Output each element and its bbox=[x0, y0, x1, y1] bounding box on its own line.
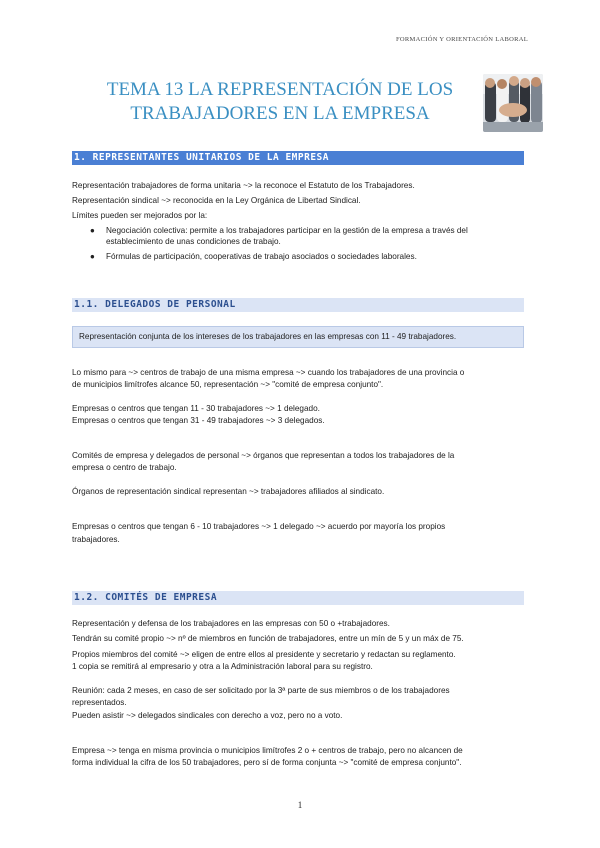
paragraph: Límites pueden ser mejorados por la: bbox=[72, 211, 208, 220]
paragraph: 1 copia se remitirá al empresario y otra a la Administración laboral para su registro. bbox=[72, 662, 373, 671]
paragraph: Empresa ~> tenga en misma provincia o municipios limítrofes 2 o + centros de trabajo, pero no alcancen de bbox=[72, 746, 463, 755]
paragraph: de municipios limítrofes alcance 50, representación ~> "comité de empresa conjunto". bbox=[72, 380, 384, 389]
paragraph: Empresas o centros que tengan 6 - 10 trabajadores ~> 1 delegado ~> acuerdo por mayoría los propios bbox=[72, 522, 446, 531]
section-heading-comites: 1.2. COMITÉS DE EMPRESA bbox=[72, 591, 524, 605]
paragraph: forma individual la cifra de los 50 trabajadores, pero sí de forma conjunta ~> "comité de empresa conjunto". bbox=[72, 758, 462, 767]
paragraph: Representación sindical ~> reconocida en la Ley Orgánica de Libertad Sindical. bbox=[72, 196, 361, 205]
paragraph: Pueden asistir ~> delegados sindicales con derecho a voz, pero no a voto. bbox=[72, 711, 343, 720]
team-hands-photo bbox=[483, 74, 543, 132]
paragraph: Órganos de representación sindical representan ~> trabajadores afiliados al sindicato. bbox=[72, 487, 385, 496]
running-header: FORMACIÓN Y ORIENTACIÓN LABORAL bbox=[396, 36, 528, 43]
list-item-line: establecimiento de unas condiciones de trabajo. bbox=[106, 237, 281, 246]
paragraph: Reunión: cada 2 meses, en caso de ser solicitado por la 3ª parte de sus miembros o de los trabajadores bbox=[72, 686, 450, 695]
paragraph: Empresas o centros que tengan 31 - 49 trabajadores ~> 3 delegados. bbox=[72, 416, 325, 425]
list-item-line: Negociación colectiva: permite a los trabajadores participar en la gestión de la empresa a través del bbox=[106, 226, 468, 235]
title-line-1: TEMA 13 LA REPRESENTACIÓN DE LOS bbox=[106, 79, 454, 100]
paragraph: Comités de empresa y delegados de personal ~> órganos que representan a todos los trabajadores de la bbox=[72, 451, 455, 460]
paragraph: representados. bbox=[72, 698, 127, 707]
paragraph: Tendrán su comité propio ~> nº de miembros en función de trabajadores, entre un mín de 5 y un máx de 75. bbox=[72, 634, 464, 643]
paragraph: Propios miembros del comité ~> eligen de entre ellos al presidente y secretario y redactan su reglamento. bbox=[72, 650, 456, 659]
paragraph: Representación trabajadores de forma unitaria ~> la reconoce el Estatuto de los Trabajadores. bbox=[72, 181, 415, 190]
team-photo-illustration bbox=[483, 74, 543, 132]
paragraph: empresa o centro de trabajo. bbox=[72, 463, 177, 472]
paragraph: Lo mismo para ~> centros de trabajo de una misma empresa ~> cuando los trabajadores de una provincia o bbox=[72, 368, 465, 377]
list-item bbox=[90, 251, 530, 262]
title-line-2: TRABAJADORES EN LA EMPRESA bbox=[130, 103, 430, 124]
paragraph: Empresas o centros que tengan 11 - 30 trabajadores ~> 1 delegado. bbox=[72, 404, 320, 413]
list-item bbox=[90, 225, 530, 247]
bullet-icon: ● bbox=[90, 226, 95, 235]
highlight-box: Representación conjunta de los intereses de los trabajadores en las empresas con 11 - 49 trabajadores. bbox=[72, 326, 524, 348]
page-number: 1 bbox=[297, 800, 303, 810]
section-heading-representantes: 1. REPRESENTANTES UNITARIOS DE LA EMPRESA bbox=[72, 151, 524, 165]
paragraph: trabajadores. bbox=[72, 535, 120, 544]
bullet-icon: ● bbox=[90, 252, 95, 261]
list-item-line: Fórmulas de participación, cooperativas de trabajo asociados o sociedades laborales. bbox=[106, 252, 417, 261]
paragraph: Representación y defensa de los trabajadores en las empresas con 50 o +trabajadores. bbox=[72, 619, 390, 628]
section-heading-delegados: 1.1. DELEGADOS DE PERSONAL bbox=[72, 298, 524, 312]
document-title bbox=[80, 78, 480, 126]
